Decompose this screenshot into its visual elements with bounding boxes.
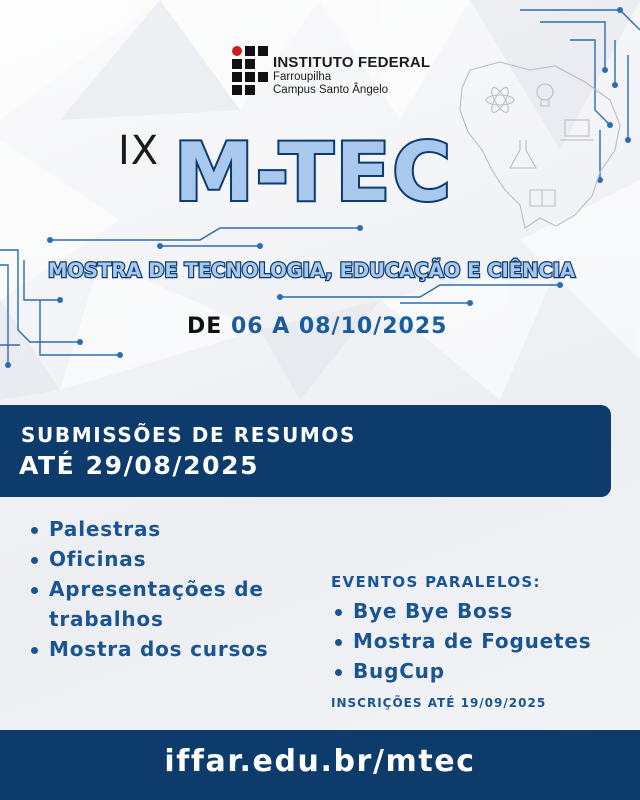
activity-label: Palestras: [49, 517, 161, 541]
bullet-icon: [335, 669, 342, 676]
submission-deadline: ATÉ 29/08/2025: [19, 451, 260, 480]
activities-list: [31, 514, 331, 664]
bullet-icon: [31, 647, 38, 654]
bullet-icon: [31, 557, 38, 564]
dates-range: 06 A 08/10/2025: [230, 314, 448, 339]
institution-subtitle: Farroupilha: [273, 71, 332, 83]
website-url: iffar.edu.br/mtec: [164, 744, 476, 779]
submission-label: SUBMISSÕES DE RESUMOS: [21, 423, 357, 447]
flask-icon: [510, 140, 536, 168]
institution-campus: Campus Santo Ângelo: [273, 84, 389, 96]
list-item: [31, 544, 331, 574]
event-tagline: [40, 250, 600, 284]
parallel-event-label: Bye Bye Boss: [353, 599, 514, 623]
book-icon: [530, 190, 555, 206]
laptop-icon: [560, 120, 594, 140]
list-item: [31, 514, 331, 544]
bullet-icon: [335, 639, 342, 646]
activity-label: Oficinas: [49, 547, 147, 571]
list-item: [31, 634, 331, 664]
activity-label: Apresentações de trabalhos: [49, 577, 264, 631]
event-title: [170, 128, 500, 208]
submission-banner: [0, 405, 611, 497]
list-item: [335, 626, 591, 656]
event-dates: [187, 314, 447, 339]
list-item: [335, 596, 591, 626]
parallel-event-label: BugCup: [353, 659, 445, 683]
registration-deadline: INSCRIÇÕES ATÉ 19/09/2025: [331, 696, 547, 710]
bullet-icon: [31, 587, 38, 594]
svg-text:M-TEC: M-TEC: [174, 128, 453, 208]
list-item: [335, 656, 591, 686]
svg-text:MOSTRA DE TECNOLOGIA, EDUCAÇÃO: MOSTRA DE TECNOLOGIA, EDUCAÇÃO E CIÊNCIA: [48, 259, 576, 282]
list-item: [31, 574, 331, 634]
bullet-icon: [335, 609, 342, 616]
parallel-events-list: [335, 596, 591, 686]
lightbulb-icon: [537, 84, 553, 106]
parallel-event-label: Mostra de Foguetes: [353, 629, 592, 653]
institution-logo: [232, 46, 268, 98]
footer-bar: [0, 730, 640, 800]
institution-title: INSTITUTO FEDERAL: [273, 54, 431, 71]
institution-name: [273, 54, 430, 97]
parallel-events-title: EVENTOS PARALELOS:: [331, 573, 541, 591]
activity-label: Mostra dos cursos: [49, 637, 269, 661]
dates-prefix: DE: [187, 314, 223, 339]
edition-number: IX: [118, 128, 160, 174]
atom-icon: [486, 85, 514, 114]
bullet-icon: [31, 527, 38, 534]
